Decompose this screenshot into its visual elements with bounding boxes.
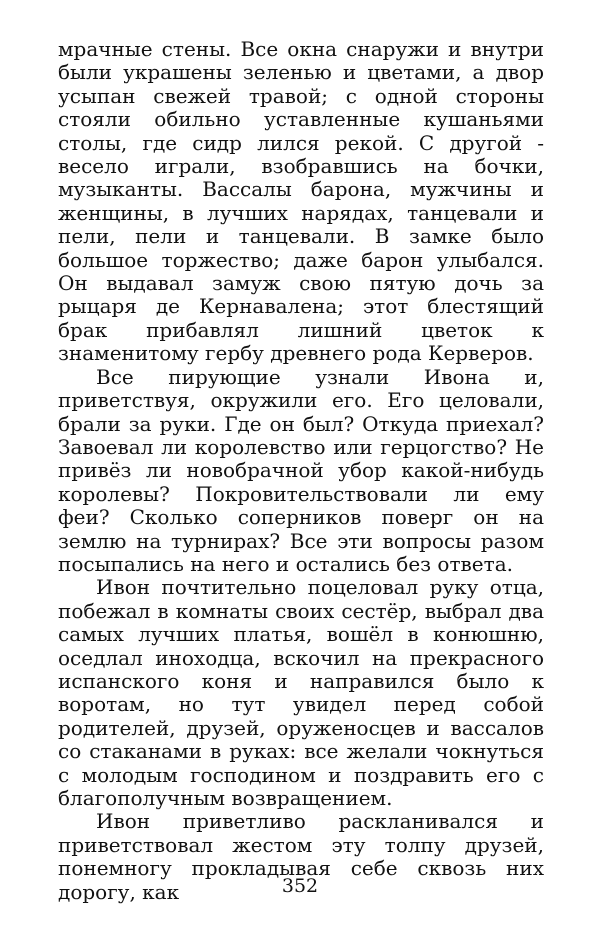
paragraph-4: Ивон приветливо раскланивался и приветствовал жестом эту толпу друзей, понемногу прокладывая себе сквозь них дорогу, как <box>58 809 544 904</box>
page-number: 352 <box>281 875 319 897</box>
paragraph-3: Ивон почтительно поцеловал руку отца, побежал в комнаты своих сестёр, выбрал два самых лучших платья, вошёл в конюшню, оседлал иноходца, вскочил на прекрасного испанского коня и направился было к воротам, но тут увидел перед собой родителей, друзей, оруженосцев и вассалов со стаканами в руках: все желали чокнуться с молодым господином и поздравить его с благополучным возвращением. <box>58 575 544 810</box>
paragraph-2: Все пирующие узнали Ивона и, приветствуя, окружили его. Его целовали, брали за руки. Где он был? Откуда приехал? Завоевал ли королевство или герцогство? Не привёз ли новобрачной убор какой-нибудь королевы? Покровительствовали ли ему феи? Сколько соперников поверг он на землю на турнирах? Все эти вопросы разом посыпались на него и остались без ответа. <box>58 364 544 576</box>
page-body <box>58 38 544 904</box>
paragraph-1: мрачные стены. Все окна снаружи и внутри были украшены зеленью и цветами, а двор усыпан свежей травой; с одной стороны стояли обильно уставленные кушаньями столы, где сидр лился рекой. С другой - весело играли, взобравшись на бочки, музыканты. Вассалы барона, мужчины и женщины, в лучших нарядах, танцевали и пели, пели и танцевали. В замке было большое торжество; даже барон улыбался. Он выдавал замуж свою пятую дочь за рыцаря де Кернавалена; этот блестящий брак прибавлял лишний цветок к знаменитому гербу древнего рода Керверов. <box>58 37 544 366</box>
